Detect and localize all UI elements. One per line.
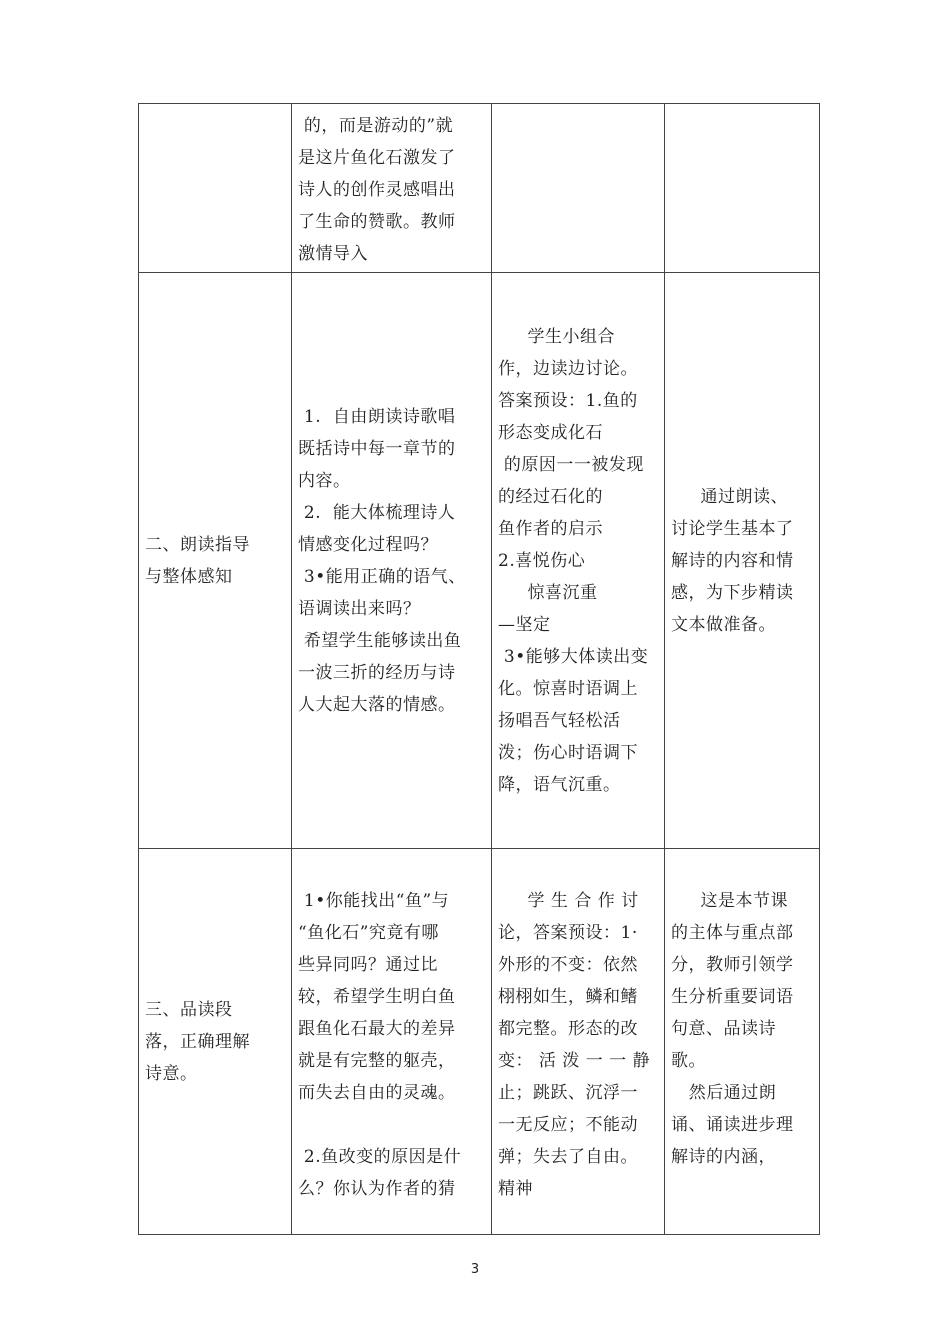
- student-activity-cell: [492, 104, 665, 273]
- design-purpose-text: 通过朗读、 讨论学生基本了 解诗的内容和情 感，为下步精读 文本做准备。: [671, 486, 794, 635]
- student-activity-cell: [492, 273, 665, 849]
- teacher-activity-cell: [292, 104, 492, 273]
- teacher-activity-text: 1. 自由朗读诗歌唱 既括诗中每一章节的 内容。 2. 能大体梳理诗人 情感变化过程吗？ 3•能用正确的语气、 语调读出来吗？ 希望学生能够读出鱼 一波三折的经历与诗 人大起大落的情感。: [298, 406, 466, 715]
- table-row: [139, 849, 820, 1235]
- stage-cell: [139, 273, 292, 849]
- design-purpose-cell: [665, 104, 820, 273]
- design-purpose-cell: [665, 849, 820, 1235]
- student-activity-text: 学 生 合 作 讨 论，答案预设：1· 外形的不变：依然 栩栩如生，鳞和鳍 都完整。形态的改 变： 活 泼 一 一 静 止；跳跃、沉浮一 一无反应；不能动 弹；失去了自由。 精神: [498, 891, 651, 1199]
- teacher-activity-cell: [292, 849, 492, 1235]
- table-row: [139, 273, 820, 849]
- page-number: 3: [470, 1262, 480, 1277]
- stage-text: 三、品读段 落，正确理解 诗意。: [145, 999, 250, 1084]
- teacher-activity-cell: [292, 273, 492, 849]
- design-purpose-text: 这是本节课 的主体与重点部 分，教师引领学 生分析重要词语 句意、品读诗 歌。 然后通过朗 诵、诵读进步理 解诗的内涵，: [671, 891, 794, 1167]
- student-activity-text: 学生小组合 作，边读边讨论。 答案预设：1.鱼的 形态变成化石 的原因一一被发现 的经过石化的 鱼作者的启示 2.喜悦伤心 惊喜沉重 —坚定 3•能够大体读出变 化。惊喜时语调上 扬唱吾气轻松活 泼；伤心时语调下 降，语气沉重。: [498, 326, 649, 795]
- teacher-activity-text: 的，而是游动的”就 是这片鱼化石激发了 诗人的创作灵感唱出 了生命的赞歌。教师 激情导入: [298, 116, 456, 264]
- teacher-activity-text: 1•你能找出“鱼”与 “鱼化石”究竟有哪 些异同吗？通过比 较，希望学生明白鱼 跟鱼化石最大的差异 就是有完整的躯壳， 而失去自由的灵魂。 2.鱼改变的原因是什 么？你认为作者的猜: [298, 891, 462, 1199]
- student-activity-cell: [492, 849, 665, 1235]
- stage-cell: [139, 849, 292, 1235]
- design-purpose-cell: [665, 273, 820, 849]
- stage-cell: [139, 104, 292, 273]
- table-row: [139, 104, 820, 273]
- stage-text: 二、朗读指导 与整体感知: [145, 534, 250, 587]
- lesson-plan-table: [138, 103, 820, 1235]
